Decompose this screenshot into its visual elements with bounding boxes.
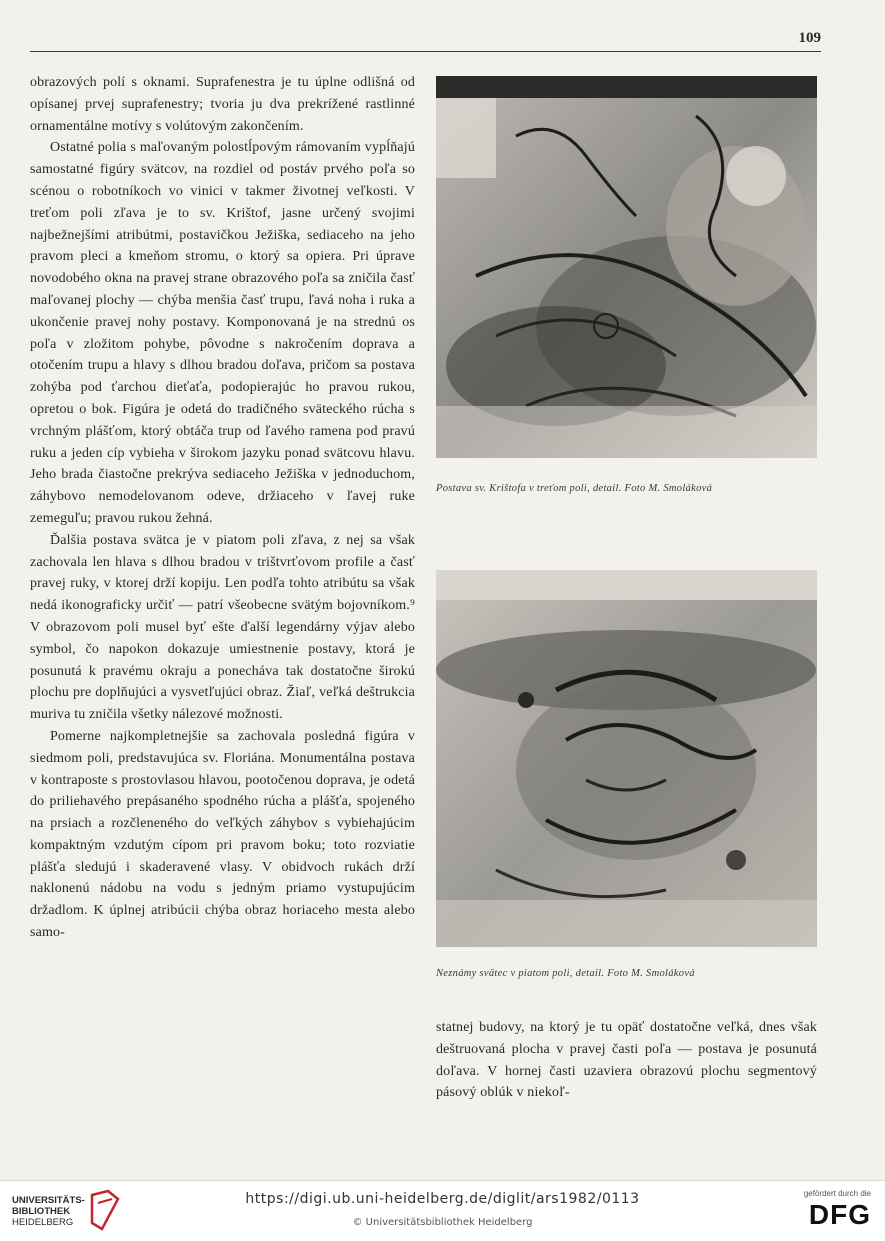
- paragraph-1: obrazových polí s oknami. Suprafenestra je tu úplne odlišná od opísanej prvej suprafenestry; tvoria ju dva prekrížené rastlinné ornamentálne motívy s volútovým zakončením.: [30, 75, 415, 134]
- left-text-column: [30, 72, 415, 944]
- photo-st-christopher: [436, 76, 817, 458]
- dfg-label: gefördert durch die: [803, 1189, 871, 1198]
- paragraph-2: Ostatné polia s maľovaným polostĺpovým rámovaním vypĺňajú samostatné figúry svätcov, na rozdiel od postáv prvého poľa so scénou o robotníkoch vo vinici v takmer životnej veľkosti. V treťom poli zľava je to sv. Krištof, jasne určený svojimi najbežnejšími atribútmi, postavičkou Ježiška, sediaceho na jeho pravom pleci a kmeňom stromu, o ktorý sa opiera. Pri úprave novodobého okna na pravej strane obrazového poľa sa zničila časť maľovanej plochy — chýba menšia časť trupu, ľavá noha i ruka a ukončenie pravej nohy postavy. Komponovaná je na strednú os poľa v zložitom pohybe, pôvodne s nakročením doprava a otočením trupu a hlavy s dlhou bradou doľava, pričom sa postava zohýba pod ťarchou dieťaťa, podopierajúc ho pravou rukou, opretou o bok. Figúra je odetá do tradičného sväteckého rúcha s vrchným plášťom, ktorý obtáča trup od ľavého ramena pod pravú ruku a jeden cíp vybieha v širokom jazyku ponad svätcovu hlavu. Jeho brada čiastočne prekrýva sediaceho Ježiška v jednoduchom, záhybovo nemodelovanom odeve, držiaceho v ľavej ruke zemeguľu; pravou rukou žehná.: [30, 140, 415, 526]
- top-rule: [30, 51, 821, 52]
- ub-logo-line-1: UNIVERSITÄTS-: [12, 1195, 85, 1206]
- ub-logo-line-2: BIBLIOTHEK: [12, 1206, 71, 1217]
- ub-logo-line-3: HEIDELBERG: [12, 1217, 74, 1228]
- caption-photo-1: Postava sv. Krištofa v treťom poli, detail. Foto M. Smoláková: [436, 483, 713, 494]
- photo-unknown-saint: [436, 570, 817, 947]
- paragraph-4: Pomerne najkompletnejšie sa zachovala posledná figúra v siedmom poli, predstavujúca sv. Floriána. Monumentálna postava v kontraposte s prostovlasou hlavou, pootočenou doprava, je odetá do priliehavého prepásaného spodného rúcha a plášťa, spojeného na prsiach a rozčleneného do veľkých záhybov s vybiehajúcim kompaktným vzdutým cípom pri pravom boku; toto rozviatie plášťa sledujú i skaderavené vlasy. V obidvoch rukách drží naklonenú nádobu na vodu s jedným priamo vystupujúcim držadlom. K úplnej atribúcii chýba obraz horiaceho mesta alebo samo-: [30, 728, 415, 941]
- dfg-logo[interactable]: DFG: [808, 1199, 871, 1230]
- footer-url-link[interactable]: https://digi.ub.uni-heidelberg.de/diglit/ars1982/0113: [245, 1191, 640, 1207]
- caption-photo-2: Neznámy svätec v piatom poli, detail. Foto M. Smoláková: [436, 968, 695, 979]
- footer-copyright: © Universitätsbibliothek Heidelberg: [352, 1217, 533, 1228]
- footer-bar: [0, 1180, 885, 1241]
- right-text-column: statnej budovy, na ktorý je tu opäť dostatočne veľká, dnes však deštruovaná plocha v pravej časti poľa — postava je posunutá doľava. V hornej časti uzaviera obrazovú plochu segmentový pásový oblúk v niekoľ-: [436, 1020, 817, 1101]
- page-number: 109: [798, 30, 821, 46]
- paragraph-3: Ďalšia postava svätca je v piatom poli zľava, z nej sa však zachovala len hlava s dlhou bradou v trištvrťovom profile a časť pravej ruky, v ktorej drží kopiju. Len podľa tohto atribútu sa však nedá ikonograficky určiť — patrí všeobecne svätým bojovníkom.⁹ V obrazovom poli musel byť ešte ďalší legendárny výjav alebo symbol, čo napokon dokazuje umiestnenie postavy, ktorá je posunutá k pravému okraju a ponecháva tak dostatočne širokú plochu pre doplňujúci a vysvetľujúci obraz. Žiaľ, veľká deštrukcia muriva tu zničila všetky nálezové možnosti.: [30, 532, 415, 723]
